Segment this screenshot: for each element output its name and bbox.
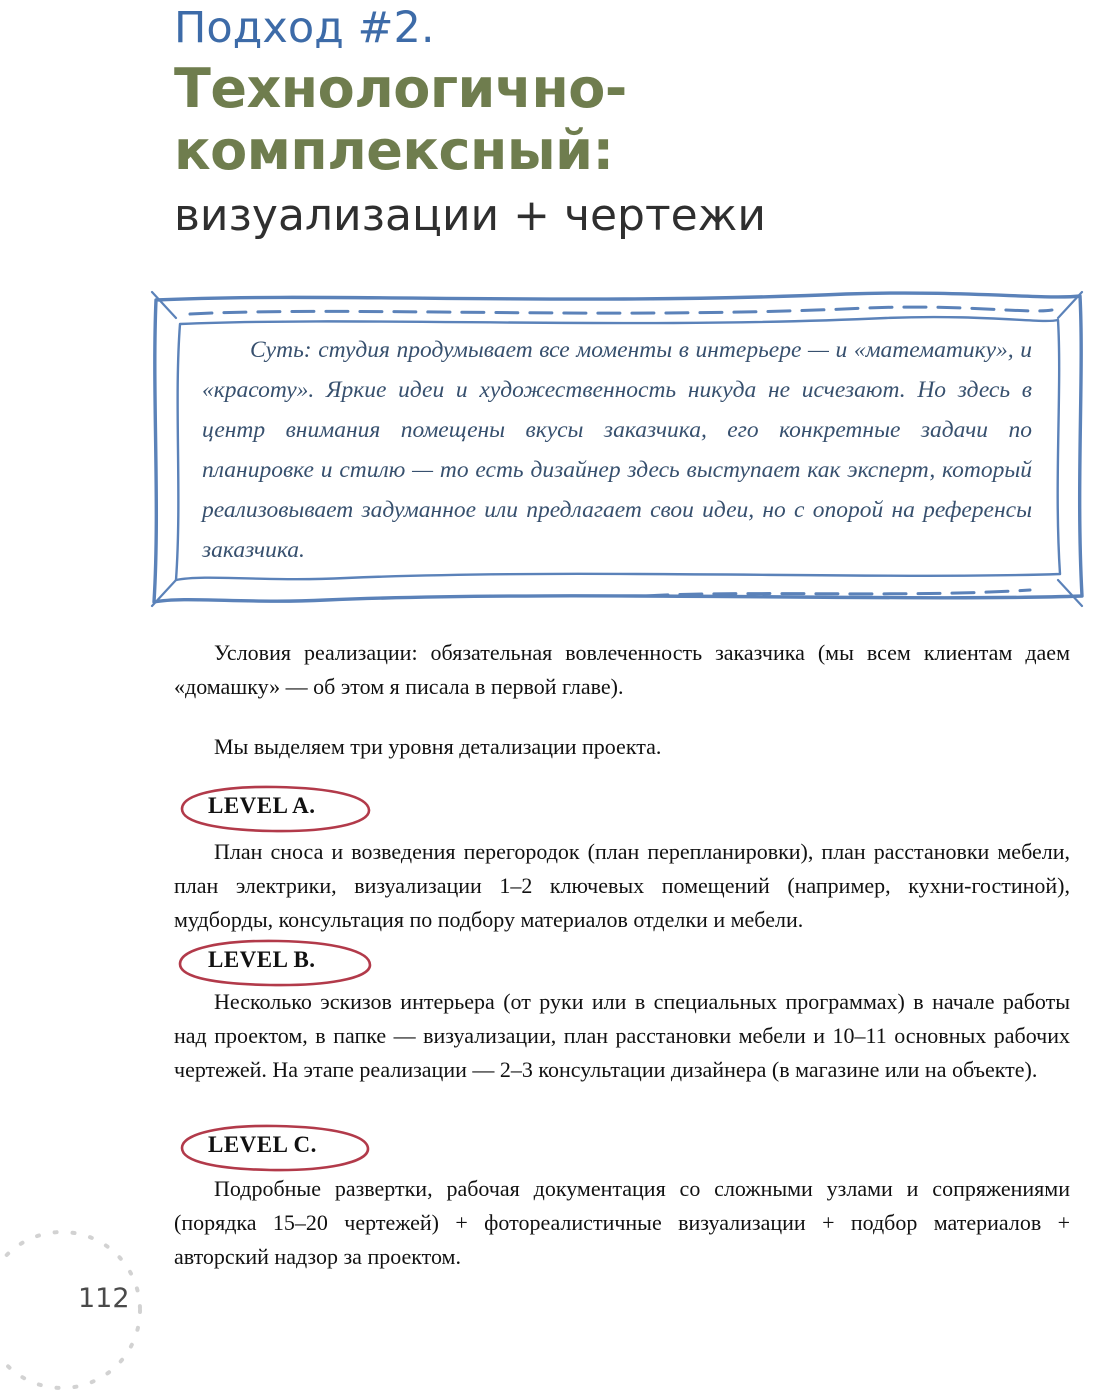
heading-line-2: комплексный:: [174, 119, 614, 182]
level-a-paragraph: План сноса и возведения перегородок (план перепланировки), план расстановки мебели, план электрики, визуализации 1–2 ключевых помещений (например, кухни-гостиной), мудборды, консультация по подбору материалов отделки и мебели.: [174, 839, 1070, 932]
level-badge-a-label: LEVEL A.: [208, 793, 316, 818]
callout-text: Суть: студия продумывает все моменты в интерьере — и «математику», и «красоту». Яркие идеи и художественность никуда не исчезают. Но здесь в центр внимания помещены вкусы заказчика, его конкретные задачи по планировке и стилю — то есть дизайнер здесь выступает как эксперт, который реализовывает задуманное или предлагает свои идеи, но с опорой на референсы заказчика.: [202, 337, 1032, 563]
level-badge-b-label: LEVEL B.: [208, 947, 316, 972]
level-badge-c-label: LEVEL C.: [208, 1132, 317, 1157]
level-c-paragraph: Подробные развертки, рабочая документация со сложными узлами и сопряжениями (порядка 15–20 чертежей) + фотореалистичные визуализации + подбор материалов + авторский надзор за проектом.: [174, 1176, 1070, 1269]
level-badge-a: [166, 783, 386, 835]
conditions-paragraph: Условия реализации: обязательная вовлеченность заказчика (мы всем клиентам даем «домашку» — об этом я писала в первой главе).: [174, 640, 1070, 699]
page-title: [174, 2, 1074, 244]
subheading: визуализации + чертежи: [174, 190, 766, 241]
levels-intro-paragraph: Мы выделяем три уровня детализации проекта.: [214, 734, 662, 759]
level-badge-b: [166, 937, 386, 989]
page-number: 112: [78, 1283, 130, 1314]
approach-label: Подход #2.: [174, 3, 435, 53]
level-b-paragraph: Несколько эскизов интерьера (от руки или в специальных программах) в начале работы над проектом, в папке — визуализации, план расстановки мебели и 10–11 основных рабочих чертежей. На этапе реализации — 2–3 консультации дизайнера (в магазине или на объекте).: [174, 989, 1070, 1082]
callout-box: [146, 284, 1090, 614]
heading-line-1: Технологично-: [174, 57, 627, 120]
level-badge-c: [166, 1122, 386, 1174]
